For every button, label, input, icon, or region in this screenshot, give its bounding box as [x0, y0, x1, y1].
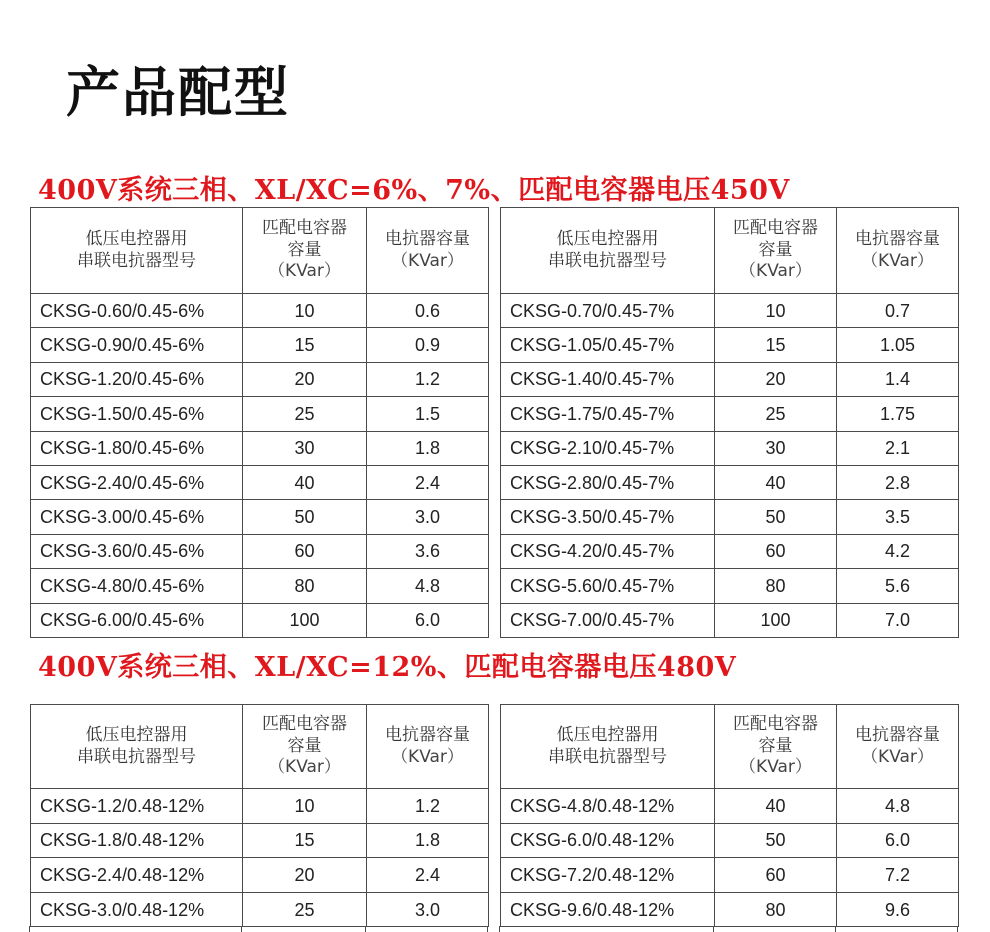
model-cell: CKSG-1.8/0.48-12% [31, 823, 243, 858]
header-capacitor-line: （KVar） [739, 757, 812, 778]
model-cell: CKSG-7.00/0.45-7% [501, 603, 715, 637]
reactor-cell: 1.05 [837, 328, 959, 362]
model-cell: CKSG-3.60/0.45-6% [31, 534, 243, 568]
table-row [501, 569, 959, 603]
model-cell: CKSG-0.90/0.45-6% [31, 328, 243, 362]
header-capacitor-line: 匹配电容器 [262, 217, 347, 238]
capacitor-cell: 15 [243, 823, 367, 858]
reactor-cell: 3.0 [367, 892, 489, 927]
table-continuation-line [487, 926, 488, 932]
capacitor-cell: 50 [243, 500, 367, 534]
header-model-line: 低压电控器用 [556, 228, 659, 249]
header-capacitor-line: 匹配电容器 [733, 217, 818, 238]
header-model-line: 低压电控器用 [85, 228, 188, 249]
model-cell: CKSG-1.75/0.45-7% [501, 397, 715, 431]
header-reactor-line: （KVar） [391, 746, 464, 767]
header-capacitor-line: （KVar） [739, 261, 812, 282]
header-capacitor-line: （KVar） [268, 261, 341, 282]
table-row [501, 397, 959, 431]
header-capacitor [715, 705, 837, 789]
table-row [501, 431, 959, 465]
model-cell: CKSG-2.10/0.45-7% [501, 431, 715, 465]
reactor-cell: 0.7 [837, 294, 959, 328]
header-row [31, 705, 489, 789]
table-row [31, 328, 489, 362]
model-cell: CKSG-5.60/0.45-7% [501, 569, 715, 603]
reactor-cell: 2.4 [367, 858, 489, 893]
header-reactor [837, 208, 959, 294]
capacitor-cell: 60 [243, 534, 367, 568]
capacitor-cell: 20 [715, 362, 837, 396]
reactor-cell: 7.2 [837, 858, 959, 893]
header-reactor [367, 705, 489, 789]
header-model-line: 低压电控器用 [85, 724, 188, 745]
table-row [31, 789, 489, 824]
capacitor-cell: 10 [715, 294, 837, 328]
header-reactor-line: 电抗器容量 [855, 228, 940, 249]
model-cell: CKSG-1.80/0.45-6% [31, 431, 243, 465]
header-capacitor-line: （KVar） [268, 757, 341, 778]
table-continuation-line [499, 926, 500, 932]
reactor-cell: 5.6 [837, 569, 959, 603]
capacitor-cell: 25 [243, 397, 367, 431]
table-row [501, 892, 959, 927]
model-cell: CKSG-6.0/0.48-12% [501, 823, 715, 858]
model-cell: CKSG-6.00/0.45-6% [31, 603, 243, 637]
model-cell: CKSG-4.20/0.45-7% [501, 534, 715, 568]
reactor-cell: 2.8 [837, 465, 959, 499]
table-row [501, 362, 959, 396]
reactor-cell: 1.5 [367, 397, 489, 431]
table-row [31, 294, 489, 328]
model-cell: CKSG-2.40/0.45-6% [31, 465, 243, 499]
reactor-cell: 1.2 [367, 362, 489, 396]
reactor-cell: 0.9 [367, 328, 489, 362]
reactor-cell: 3.5 [837, 500, 959, 534]
reactor-cell: 1.8 [367, 823, 489, 858]
spec-table [30, 207, 489, 638]
table-row [501, 500, 959, 534]
capacitor-cell: 80 [715, 569, 837, 603]
reactor-cell: 7.0 [837, 603, 959, 637]
capacitor-cell: 15 [715, 328, 837, 362]
capacitor-cell: 10 [243, 789, 367, 824]
capacitor-cell: 50 [715, 500, 837, 534]
header-model-line: 低压电控器用 [556, 724, 659, 745]
reactor-cell: 4.8 [837, 789, 959, 824]
spec-table [500, 207, 959, 638]
header-model [31, 705, 243, 789]
header-reactor [837, 705, 959, 789]
capacitor-cell: 40 [243, 465, 367, 499]
reactor-cell: 1.4 [837, 362, 959, 396]
model-cell: CKSG-1.20/0.45-6% [31, 362, 243, 396]
header-model-line: 串联电抗器型号 [548, 746, 667, 767]
header-reactor-line: （KVar） [861, 746, 934, 767]
section-title-2: 400V系统三相、XL/XC=12%、匹配电容器电压480V [38, 652, 737, 683]
header-capacitor-line: 匹配电容器 [733, 713, 818, 734]
model-cell: CKSG-3.00/0.45-6% [31, 500, 243, 534]
header-row [501, 705, 959, 789]
header-model [31, 208, 243, 294]
reactor-cell: 2.4 [367, 465, 489, 499]
table-row [31, 362, 489, 396]
table-row [501, 603, 959, 637]
capacitor-cell: 15 [243, 328, 367, 362]
model-cell: CKSG-0.70/0.45-7% [501, 294, 715, 328]
model-cell: CKSG-4.8/0.48-12% [501, 789, 715, 824]
model-cell: CKSG-1.40/0.45-7% [501, 362, 715, 396]
table-row [501, 858, 959, 893]
capacitor-cell: 80 [243, 569, 367, 603]
capacitor-cell: 60 [715, 534, 837, 568]
table-row [31, 500, 489, 534]
header-capacitor-line: 容量 [287, 239, 322, 260]
table-row [31, 823, 489, 858]
capacitor-cell: 30 [243, 431, 367, 465]
table-row [31, 603, 489, 637]
table-row [31, 431, 489, 465]
reactor-cell: 1.2 [367, 789, 489, 824]
reactor-cell: 3.0 [367, 500, 489, 534]
table-row [501, 789, 959, 824]
header-capacitor [715, 208, 837, 294]
table-continuation-line [713, 926, 714, 932]
model-cell: CKSG-7.2/0.48-12% [501, 858, 715, 893]
reactor-cell: 3.6 [367, 534, 489, 568]
model-cell: CKSG-1.50/0.45-6% [31, 397, 243, 431]
table-row [31, 858, 489, 893]
header-row [501, 208, 959, 294]
reactor-cell: 1.8 [367, 431, 489, 465]
model-cell: CKSG-0.60/0.45-6% [31, 294, 243, 328]
capacitor-cell: 20 [243, 858, 367, 893]
table-row [31, 569, 489, 603]
reactor-cell: 4.8 [367, 569, 489, 603]
header-model [501, 208, 715, 294]
header-capacitor-line: 容量 [287, 735, 322, 756]
header-model-line: 串联电抗器型号 [77, 250, 196, 271]
model-cell: CKSG-3.0/0.48-12% [31, 892, 243, 927]
capacitor-cell: 25 [715, 397, 837, 431]
header-model-line: 串联电抗器型号 [548, 250, 667, 271]
capacitor-cell: 25 [243, 892, 367, 927]
header-capacitor [243, 705, 367, 789]
capacitor-cell: 100 [243, 603, 367, 637]
table-row [501, 534, 959, 568]
table-continuation-line [365, 926, 366, 932]
capacitor-cell: 100 [715, 603, 837, 637]
header-model-line: 串联电抗器型号 [77, 746, 196, 767]
reactor-cell: 9.6 [837, 892, 959, 927]
reactor-cell: 0.6 [367, 294, 489, 328]
capacitor-cell: 10 [243, 294, 367, 328]
table-row [31, 397, 489, 431]
model-cell: CKSG-2.80/0.45-7% [501, 465, 715, 499]
model-cell: CKSG-1.05/0.45-7% [501, 328, 715, 362]
spec-table [30, 704, 489, 927]
table-continuation-line [241, 926, 242, 932]
table-row [31, 465, 489, 499]
capacitor-cell: 30 [715, 431, 837, 465]
header-reactor-line: （KVar） [861, 250, 934, 271]
header-capacitor-line: 容量 [758, 735, 793, 756]
table-row [501, 294, 959, 328]
model-cell: CKSG-1.2/0.48-12% [31, 789, 243, 824]
spec-table [500, 704, 959, 927]
table-row [501, 328, 959, 362]
capacitor-cell: 50 [715, 823, 837, 858]
header-capacitor-line: 匹配电容器 [262, 713, 347, 734]
model-cell: CKSG-2.4/0.48-12% [31, 858, 243, 893]
table-row [501, 823, 959, 858]
header-reactor-line: 电抗器容量 [385, 228, 470, 249]
model-cell: CKSG-9.6/0.48-12% [501, 892, 715, 927]
table-row [31, 892, 489, 927]
table-continuation-line [835, 926, 836, 932]
capacitor-cell: 80 [715, 892, 837, 927]
header-reactor [367, 208, 489, 294]
header-capacitor-line: 容量 [758, 239, 793, 260]
page-title: 产品配型 [66, 61, 290, 124]
reactor-cell: 6.0 [837, 823, 959, 858]
header-capacitor [243, 208, 367, 294]
section-title-1: 400V系统三相、XL/XC=6%、7%、匹配电容器电压450V [38, 175, 790, 206]
header-reactor-line: （KVar） [391, 250, 464, 271]
capacitor-cell: 60 [715, 858, 837, 893]
model-cell: CKSG-3.50/0.45-7% [501, 500, 715, 534]
table-row [31, 534, 489, 568]
model-cell: CKSG-4.80/0.45-6% [31, 569, 243, 603]
header-row [31, 208, 489, 294]
table-continuation-line [957, 926, 958, 932]
header-model [501, 705, 715, 789]
capacitor-cell: 40 [715, 465, 837, 499]
capacitor-cell: 40 [715, 789, 837, 824]
header-reactor-line: 电抗器容量 [385, 724, 470, 745]
table-continuation-line [29, 926, 30, 932]
reactor-cell: 6.0 [367, 603, 489, 637]
reactor-cell: 2.1 [837, 431, 959, 465]
header-reactor-line: 电抗器容量 [855, 724, 940, 745]
table-row [501, 465, 959, 499]
reactor-cell: 4.2 [837, 534, 959, 568]
reactor-cell: 1.75 [837, 397, 959, 431]
capacitor-cell: 20 [243, 362, 367, 396]
